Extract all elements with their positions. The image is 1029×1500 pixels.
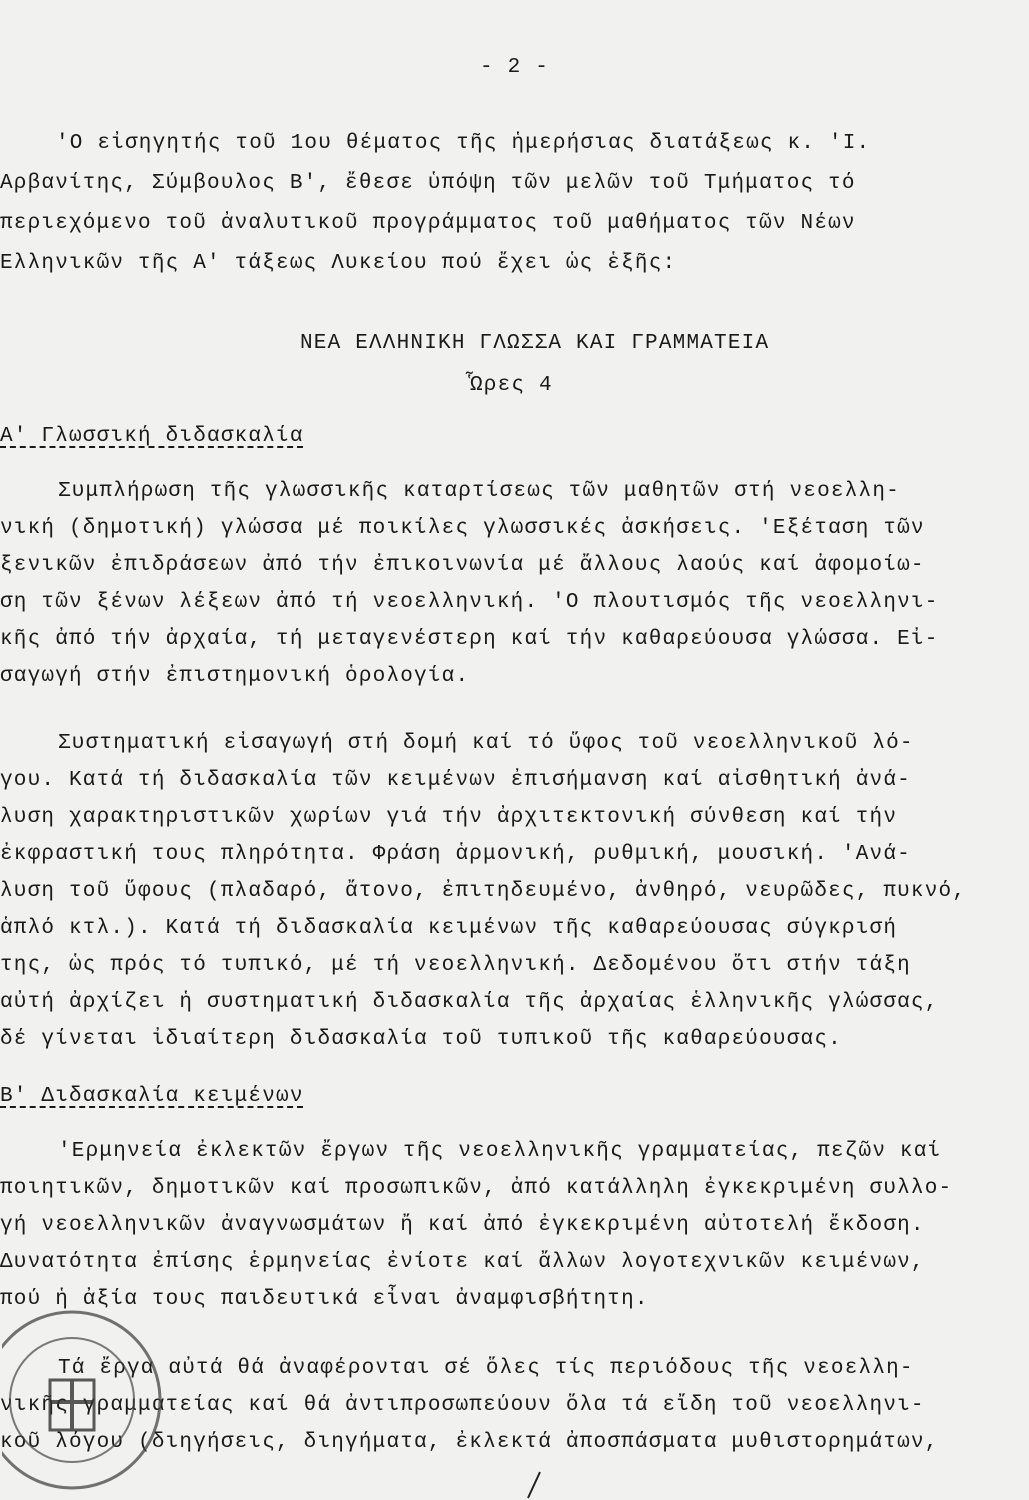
section-a-p1-line: Συμπλήρωση τῆς γλωσσικῆς καταρτίσεως τῶν μαθητῶν στή νεοελλη- <box>58 480 900 503</box>
section-a-p2-line: αὐτή ἀρχίζει ἡ συστηματική διδασκαλία τῆς ἀρχαίας ἑλληνικῆς γλώσσας, <box>0 991 939 1014</box>
section-a-p2-line: λυση χαρακτηριστικῶν χωρίων γιά τήν ἀρχιτεκτονική σύνθεση καί τήν <box>0 806 898 829</box>
section-a-p1-line: σαγωγή στήν ἐπιστημονική ὁρολογία. <box>0 665 470 688</box>
section-b-p2-line: νικῆς γραμματείας καί θά ἀντιπροσωπεύουν ὅλα τά εἴδη τοῦ νεοελληνι- <box>0 1394 925 1417</box>
page-number: - 2 - <box>479 56 549 79</box>
section-a-p1-line: νική (δημοτική) γλώσσα μέ ποικίλες γλωσσικές ἀσκήσεις. 'Εξέταση τῶν <box>0 517 925 540</box>
section-a-p2-line: της, ὡς πρός τό τυπικό, μέ τή νεοελληνική. Δεδομένου ὅτι στήν τάξη <box>0 954 911 977</box>
handwritten-mark <box>520 1470 550 1500</box>
intro-line: Αρβανίτης, Σύμβουλος Β', ἔθεσε ὑπόψη τῶν μελῶν τοῦ Τμήματος τό <box>0 172 856 195</box>
section-b-p1-line: 'Ερμηνεία ἐκλεκτῶν ἔργων τῆς νεοελληνικῆς γραμματείας, πεζῶν καί <box>58 1140 942 1163</box>
section-a-p1-line: ξενικῶν ἐπιδράσεων ἀπό τήν ἐπικοινωνία μέ ἄλλους λαούς καί ἀφομοίω- <box>0 554 925 577</box>
intro-line: περιεχόμενο τοῦ ἀναλυτικοῦ προγράμματος τοῦ μαθήματος τῶν Νέων <box>0 212 856 235</box>
section-b-p1-line: πού ἡ ἀξία τους παιδευτικά εἶναι ἀναμφισβήτητη. <box>0 1288 649 1311</box>
section-a-p2-line: ἁπλό κτλ.). Κατά τή διδασκαλία κειμένων τῆς καθαρεύουσας σύγκρισή <box>0 917 898 940</box>
section-a-p2-line: ἐκφραστική τους πληρότητα. Φράση ἁρμονική, ρυθμική, μουσική. 'Ανά- <box>0 843 911 866</box>
section-b-p1-line: γή νεοελληνικῶν ἀναγνωσμάτων ἤ καί ἀπό ἐγκεκριμένη αὐτοτελή ἔκδοση. <box>0 1214 925 1237</box>
hours-label: Ὧρες 4 <box>470 374 553 397</box>
section-b-p2-line: κοῦ λόγου (διηγήσεις, διηγήματα, ἐκλεκτά ἀποσπάσματα μυθιστορημάτων, <box>0 1431 939 1454</box>
section-a-p1-line: ση τῶν ξένων λέξεων ἀπό τή νεοελληνική. 'Ο πλουτισμός τῆς νεοελληνι- <box>0 591 939 614</box>
official-seal-stamp <box>2 1300 182 1500</box>
section-a-heading: Α' Γλωσσική διδασκαλία <box>0 425 304 448</box>
intro-line: Ελληνικῶν τῆς Α' τάξεως Λυκείου πού ἔχει ὡς ἑξῆς: <box>0 252 677 275</box>
section-b-p1-line: ποιητικῶν, δημοτικῶν καί προσωπικῶν, ἀπό κατάλληλη ἐγκεκριμένη συλλο- <box>0 1177 953 1200</box>
section-b-p1-line: Δυνατότητα ἐπίσης ἑρμηνείας ἐνίοτε καί ἄλλων λογοτεχνικῶν κειμένων, <box>0 1251 925 1274</box>
section-a-p2-line: λυση τοῦ ὕφους (πλαδαρό, ἄτονο, ἐπιτηδευμένο, ἀνθηρό, νευρῶδες, πυκνό, <box>0 880 967 903</box>
section-a-p1-line: κῆς ἀπό τήν ἀρχαία, τή μεταγενέστερη καί τήν καθαρεύουσα γλώσσα. Εἰ- <box>0 628 939 651</box>
section-b-p2-line: Τά ἔργα αὐτά θά ἀναφέρονται σέ ὅλες τίς περιόδους τῆς νεοελλη- <box>58 1357 914 1380</box>
section-a-p2-line: δέ γίνεται ἰδιαίτερη διδασκαλία τοῦ τυπικοῦ τῆς καθαρεύουσας. <box>0 1028 842 1051</box>
section-a-p2-line: γου. Κατά τή διδασκαλία τῶν κειμένων ἐπισήμανση καί αἰσθητική ἀνά- <box>0 769 911 792</box>
subject-title: ΝΕΑ ΕΛΛΗΝΙΚΗ ΓΛΩΣΣΑ ΚΑΙ ΓΡΑΜΜΑΤΕΙΑ <box>300 332 770 355</box>
section-b-heading: Β' Διδασκαλία κειμένων <box>0 1085 304 1108</box>
intro-line: 'Ο εἰσηγητής τοῦ 1ου θέματος τῆς ἡμερήσιας διατάξεως κ. 'Ι. <box>56 132 871 155</box>
section-a-p2-line: Συστηματική εἰσαγωγή στή δομή καί τό ὕφος τοῦ νεοελληνικοῦ λό- <box>58 732 914 755</box>
